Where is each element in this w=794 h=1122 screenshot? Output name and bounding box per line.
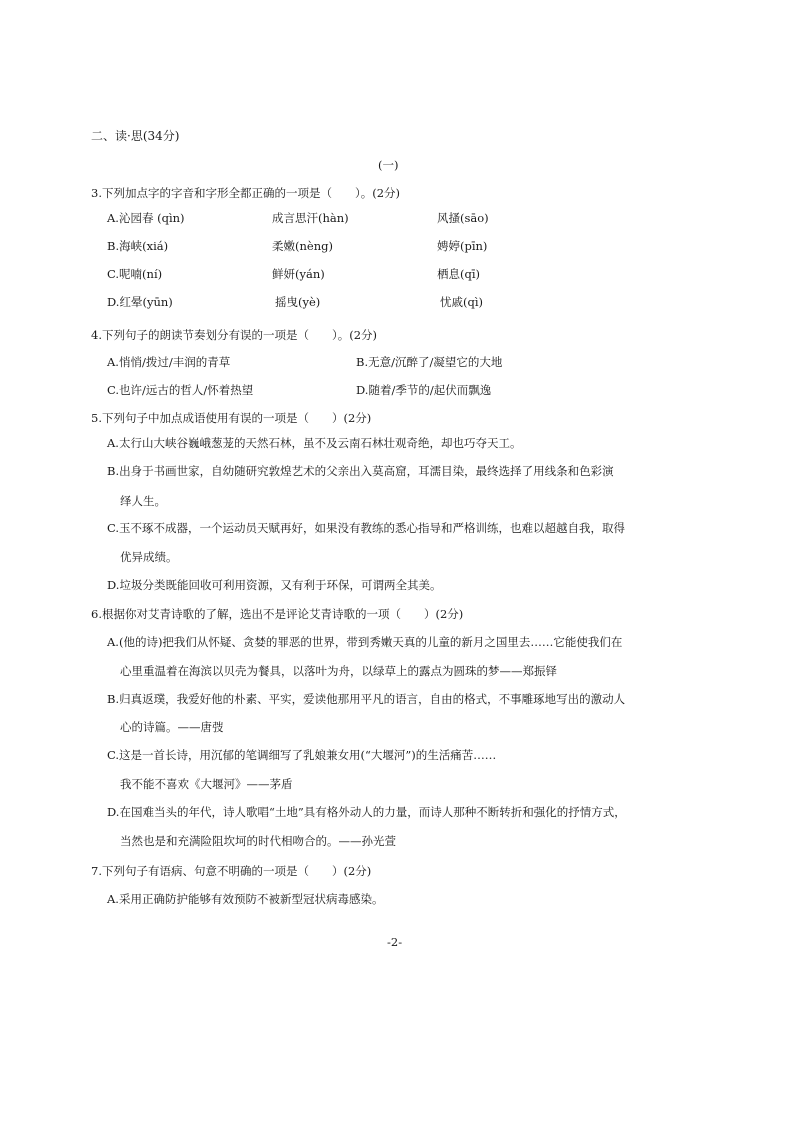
q4-option-d: D.随着/季节的/起伏而飘逸 xyxy=(356,383,492,397)
q3-option-b3: 娉婷(pīn) xyxy=(437,239,488,253)
q5-option-a: A.太行山大峡谷巍峨葱茏的天然石林，虽不及云南石林壮观奇绝，却也巧夺天工。 xyxy=(107,436,522,450)
q3-option-d2: 摇曳(yè) xyxy=(275,295,321,309)
q3-option-b2: 柔嫩(nèng) xyxy=(272,239,333,253)
q5-option-b: B.出身于书画世家，自幼随研究敦煌艺术的父亲出入莫高窟，耳濡目染，最终选择了用线条和色彩演 xyxy=(107,464,614,478)
q5-option-d: D.垃圾分类既能回收可利用资源，又有利于环保，可谓两全其美。 xyxy=(107,578,442,592)
q3-option-a2: 成言思汗(hàn) xyxy=(272,211,349,225)
q6-option-c: C.这是一首长诗，用沉郁的笔调细写了乳娘兼女用(“大堰河”)的生活痛苦…… xyxy=(107,748,497,762)
part-label: (一) xyxy=(378,158,399,172)
q6-option-d-cont: 当然也是和充满险阻坎坷的时代相吻合的。——孙光萱 xyxy=(120,834,396,848)
q3-option-d3: 忧戚(qì) xyxy=(440,295,484,309)
page-number: -2- xyxy=(387,935,403,949)
q6-option-a: A.(他的诗)把我们从怀疑、贪婪的罪恶的世界，带到秀嫩天真的儿童的新月之国里去……它能使我们在 xyxy=(107,635,623,649)
question-5-stem: 5.下列句子中加点成语使用有误的一项是（ ）(2分) xyxy=(91,411,372,425)
q3-option-c3: 栖息(qī) xyxy=(437,267,481,281)
question-4-stem: 4.下列句子的朗读节奏划分有误的一项是（ ）。(2分) xyxy=(91,328,378,342)
question-6-stem: 6.根据你对艾青诗歌的了解，选出不是评论艾青诗歌的一项（ ）(2分) xyxy=(91,607,464,621)
q7-option-a: A.采用正确防护能够有效预防不被新型冠状病毒感染。 xyxy=(107,892,384,906)
q3-option-c1: C.呢喃(ní) xyxy=(107,267,163,281)
q5-option-b-cont: 绎人生。 xyxy=(120,494,166,508)
q6-option-b: B.归真返璞，我爱好他的朴素、平实，爱读他那用平凡的语言，自由的格式，不事雕琢地写出的激动人 xyxy=(107,692,626,706)
q3-option-d1: D.红晕(yūn) xyxy=(107,295,173,309)
q3-option-c2: 鲜妍(yán) xyxy=(272,267,325,281)
section-title: 二、读·思(34分) xyxy=(91,129,180,143)
q3-option-a1: A.沁园春 (qìn) xyxy=(107,211,185,225)
q3-option-a3: 风搔(sāo) xyxy=(437,211,489,225)
q3-option-b1: B.海峡(xiá) xyxy=(107,239,169,253)
question-3-stem: 3.下列加点字的字音和字形全都正确的一项是（ ）。(2分) xyxy=(91,186,401,200)
q6-option-d: D.在国难当头的年代，诗人歌唱“土地”具有格外动人的力量，而诗人那种不断转折和强化的抒情方式， xyxy=(107,805,626,819)
q6-option-b-cont: 心的诗篇。——唐弢 xyxy=(120,720,224,734)
q5-option-c: C.玉不琢不成器，一个运动员天赋再好，如果没有教练的悉心指导和严格训练，也难以超越自我，取得 xyxy=(107,521,626,535)
question-7-stem: 7.下列句子有语病、句意不明确的一项是（ ）(2分) xyxy=(91,864,372,878)
q4-option-a: A.悄悄/拨过/丰润的青草 xyxy=(107,355,231,369)
q6-option-c-cont: 我不能不喜欢《大堰河》——茅盾 xyxy=(120,777,293,791)
q5-option-c-cont: 优异成绩。 xyxy=(120,550,178,564)
q4-option-b: B.无意/沉醉了/凝望它的大地 xyxy=(356,355,503,369)
q6-option-a-cont: 心里重温着在海滨以贝壳为餐具，以落叶为舟，以绿草上的露点为圆珠的梦——郑振铎 xyxy=(120,664,557,678)
q4-option-c: C.也许/远古的哲人/怀着热望 xyxy=(107,383,254,397)
